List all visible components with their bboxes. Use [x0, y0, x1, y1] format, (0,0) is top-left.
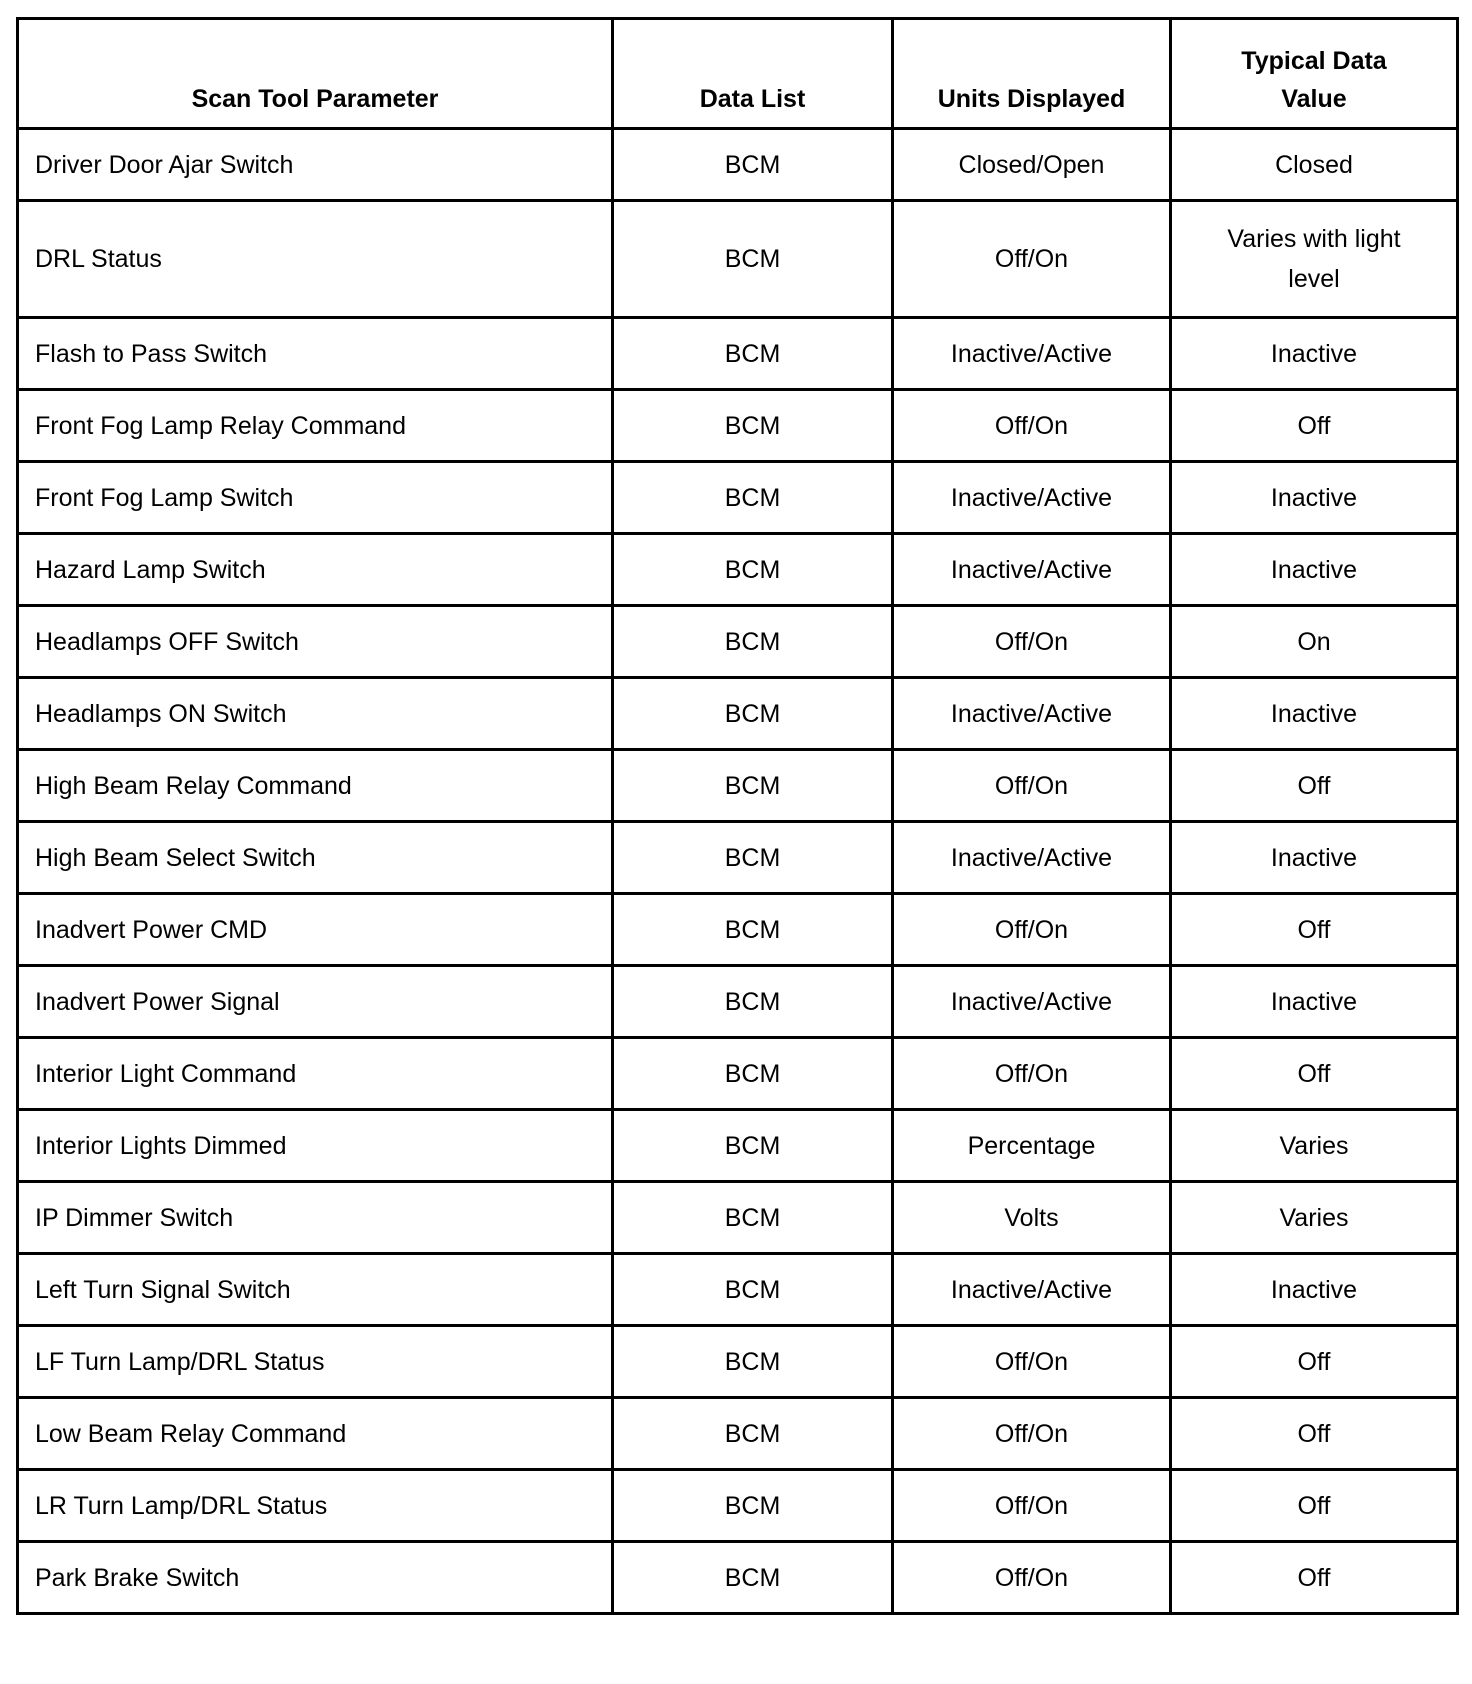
parameter-cell: DRL Status — [18, 201, 613, 318]
parameter-cell: LR Turn Lamp/DRL Status — [18, 1470, 613, 1542]
data-list-cell: BCM — [613, 1038, 893, 1110]
typical-value-cell: Inactive — [1171, 822, 1458, 894]
units-cell: Off/On — [893, 750, 1171, 822]
parameter-cell: Interior Lights Dimmed — [18, 1110, 613, 1182]
table-row — [18, 1254, 1458, 1326]
typical-value-cell: Inactive — [1171, 966, 1458, 1038]
units-cell: Inactive/Active — [893, 462, 1171, 534]
typical-value-cell: Off — [1171, 894, 1458, 966]
table-row — [18, 822, 1458, 894]
typical-value-cell: Inactive — [1171, 1254, 1458, 1326]
table-row — [18, 129, 1458, 201]
typical-value-cell: On — [1171, 606, 1458, 678]
table-row — [18, 462, 1458, 534]
data-list-cell: BCM — [613, 390, 893, 462]
units-cell: Off/On — [893, 201, 1171, 318]
typical-value-cell: Off — [1171, 1542, 1458, 1614]
parameter-cell: High Beam Relay Command — [18, 750, 613, 822]
typical-value-cell: Varies with light level — [1171, 201, 1458, 318]
typical-value-cell: Inactive — [1171, 318, 1458, 390]
header-data-list: Data List — [613, 19, 893, 129]
header-typical-data-value: Typical Data Value — [1171, 19, 1458, 129]
units-cell: Inactive/Active — [893, 966, 1171, 1038]
data-list-cell: BCM — [613, 534, 893, 606]
parameter-cell: Flash to Pass Switch — [18, 318, 613, 390]
table-row — [18, 606, 1458, 678]
units-cell: Closed/Open — [893, 129, 1171, 201]
units-cell: Off/On — [893, 1326, 1171, 1398]
table-row — [18, 1398, 1458, 1470]
parameter-cell: Inadvert Power CMD — [18, 894, 613, 966]
units-cell: Volts — [893, 1182, 1171, 1254]
units-cell: Inactive/Active — [893, 678, 1171, 750]
parameter-cell: LF Turn Lamp/DRL Status — [18, 1326, 613, 1398]
data-list-cell: BCM — [613, 129, 893, 201]
table-row — [18, 1470, 1458, 1542]
typical-value-cell: Off — [1171, 1470, 1458, 1542]
table-row — [18, 1038, 1458, 1110]
units-cell: Off/On — [893, 1470, 1171, 1542]
parameter-cell: Hazard Lamp Switch — [18, 534, 613, 606]
typical-value-cell: Varies — [1171, 1110, 1458, 1182]
parameter-cell: Park Brake Switch — [18, 1542, 613, 1614]
table-body — [18, 129, 1458, 1614]
units-cell: Off/On — [893, 1038, 1171, 1110]
typical-value-cell: Varies — [1171, 1182, 1458, 1254]
data-list-cell: BCM — [613, 1254, 893, 1326]
data-list-cell: BCM — [613, 1182, 893, 1254]
data-list-cell: BCM — [613, 1542, 893, 1614]
parameter-cell: Interior Light Command — [18, 1038, 613, 1110]
data-list-cell: BCM — [613, 750, 893, 822]
typical-value-cell: Off — [1171, 390, 1458, 462]
units-cell: Inactive/Active — [893, 822, 1171, 894]
data-list-cell: BCM — [613, 678, 893, 750]
parameter-cell: Driver Door Ajar Switch — [18, 129, 613, 201]
typical-value-cell: Off — [1171, 750, 1458, 822]
table-row — [18, 894, 1458, 966]
typical-value-cell: Off — [1171, 1398, 1458, 1470]
data-list-cell: BCM — [613, 1326, 893, 1398]
parameter-cell: High Beam Select Switch — [18, 822, 613, 894]
typical-value-cell: Off — [1171, 1326, 1458, 1398]
parameter-cell: Headlamps ON Switch — [18, 678, 613, 750]
table-row — [18, 390, 1458, 462]
data-list-cell: BCM — [613, 1470, 893, 1542]
header-scan-tool-parameter: Scan Tool Parameter — [18, 19, 613, 129]
table-row — [18, 1542, 1458, 1614]
typical-value-cell: Inactive — [1171, 462, 1458, 534]
units-cell: Off/On — [893, 894, 1171, 966]
table-row — [18, 1182, 1458, 1254]
units-cell: Inactive/Active — [893, 1254, 1171, 1326]
units-cell: Percentage — [893, 1110, 1171, 1182]
scan-tool-data-table — [16, 17, 1459, 1615]
data-list-cell: BCM — [613, 201, 893, 318]
data-list-cell: BCM — [613, 894, 893, 966]
table-row — [18, 1110, 1458, 1182]
parameter-cell: Inadvert Power Signal — [18, 966, 613, 1038]
table-row — [18, 966, 1458, 1038]
data-list-cell: BCM — [613, 462, 893, 534]
data-list-cell: BCM — [613, 822, 893, 894]
parameter-cell: Front Fog Lamp Relay Command — [18, 390, 613, 462]
header-units-displayed: Units Displayed — [893, 19, 1171, 129]
table-row — [18, 678, 1458, 750]
parameter-cell: Headlamps OFF Switch — [18, 606, 613, 678]
table-row — [18, 750, 1458, 822]
data-list-cell: BCM — [613, 606, 893, 678]
data-list-cell: BCM — [613, 318, 893, 390]
table-row — [18, 1326, 1458, 1398]
units-cell: Off/On — [893, 390, 1171, 462]
parameter-cell: Front Fog Lamp Switch — [18, 462, 613, 534]
table-row — [18, 318, 1458, 390]
typical-value-cell: Off — [1171, 1038, 1458, 1110]
data-list-cell: BCM — [613, 1110, 893, 1182]
units-cell: Inactive/Active — [893, 318, 1171, 390]
units-cell: Off/On — [893, 1542, 1171, 1614]
parameter-cell: Left Turn Signal Switch — [18, 1254, 613, 1326]
typical-value-cell: Closed — [1171, 129, 1458, 201]
parameter-cell: Low Beam Relay Command — [18, 1398, 613, 1470]
typical-value-cell: Inactive — [1171, 678, 1458, 750]
data-list-cell: BCM — [613, 966, 893, 1038]
data-list-cell: BCM — [613, 1398, 893, 1470]
parameter-cell: IP Dimmer Switch — [18, 1182, 613, 1254]
header-row — [18, 19, 1458, 129]
units-cell: Inactive/Active — [893, 534, 1171, 606]
typical-value-cell: Inactive — [1171, 534, 1458, 606]
table-row — [18, 534, 1458, 606]
units-cell: Off/On — [893, 606, 1171, 678]
table-row — [18, 201, 1458, 318]
units-cell: Off/On — [893, 1398, 1171, 1470]
